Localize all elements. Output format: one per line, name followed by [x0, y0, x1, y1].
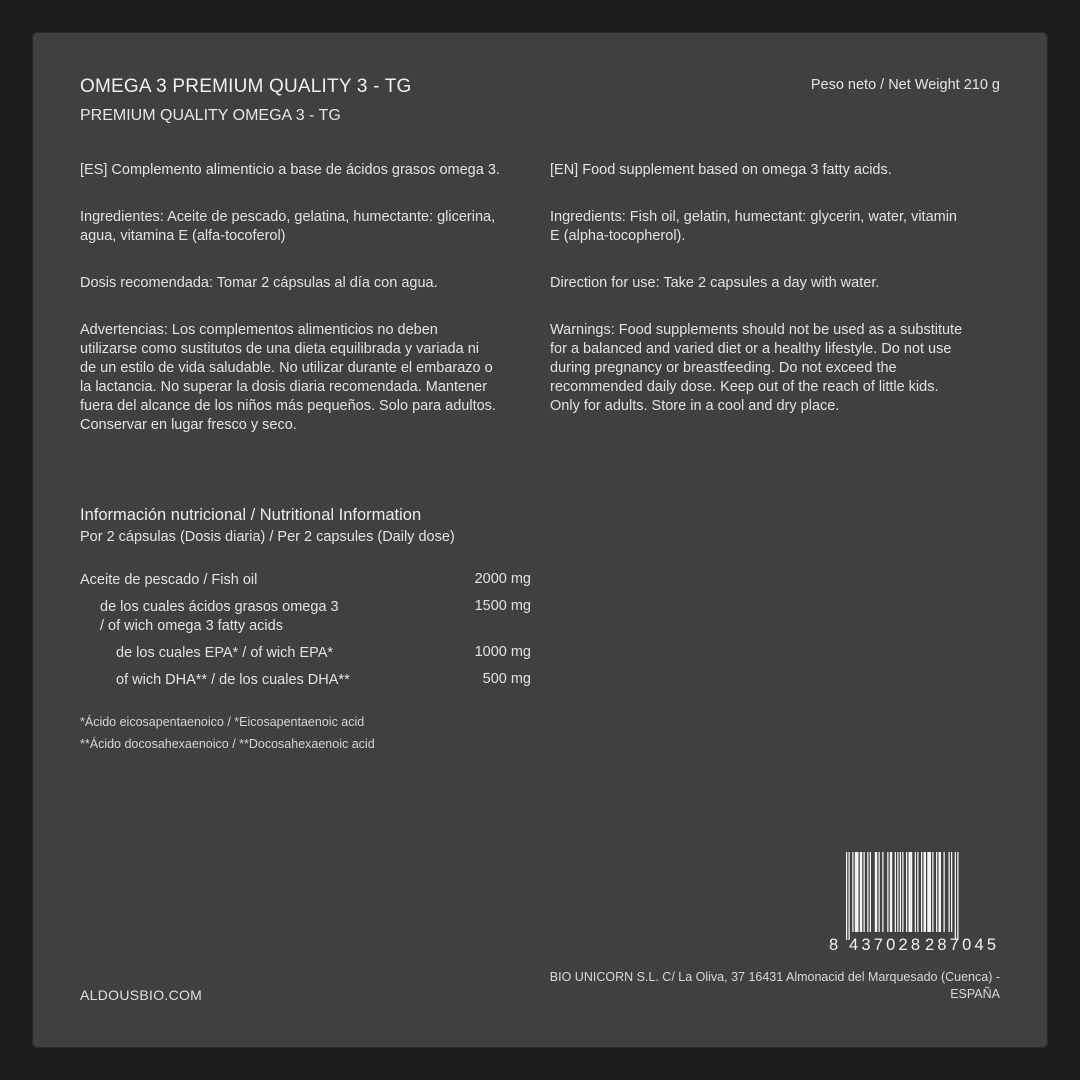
en-warnings-line: for a balanced and varied diet or a healthy lifestyle. Do not use	[550, 341, 952, 357]
barcode-bar	[897, 852, 898, 932]
en-ingredients-line: Ingredients: Fish oil, gelatin, humectant: glycerin, water, vitamin	[550, 209, 957, 225]
barcode-bar	[890, 852, 893, 932]
barcode-bar	[870, 852, 871, 932]
es-warnings-line: Advertencias: Los complementos alimenticios no deben	[80, 322, 438, 338]
barcode	[846, 852, 1002, 940]
nutrition-row-value: 500 mg	[482, 671, 531, 687]
es-dosage: Dosis recomendada: Tomar 2 cápsulas al día con agua.	[80, 275, 438, 291]
nutrition-row-label	[100, 598, 339, 636]
en-warnings-line: recommended daily dose. Keep out of the reach of little kids.	[550, 379, 939, 395]
en-warnings-line: during pregnancy or breastfeeding. Do not exceed the	[550, 360, 897, 376]
net-weight: Peso neto / Net Weight 210 g	[810, 77, 1000, 93]
barcode-bar	[879, 852, 880, 932]
barcode-bar	[900, 852, 901, 932]
nutrition-row-label: de los cuales EPA* / of wich EPA*	[116, 645, 334, 661]
barcode-first-digit: 8	[829, 936, 842, 954]
barcode-bar	[957, 852, 958, 940]
en-warnings	[550, 321, 962, 416]
barcode-bar	[921, 852, 922, 932]
en-dosage: Direction for use: Take 2 capsules a day with water.	[550, 275, 880, 291]
barcode-bar	[909, 852, 913, 932]
es-ingredients-line: agua, vitamina E (alfa-tocoferol)	[80, 228, 286, 244]
en-ingredients-line: E (alpha-tocopherol).	[550, 228, 686, 244]
company-address	[550, 969, 1000, 1003]
es-ingredients-line: Ingredientes: Aceite de pescado, gelatina, humectante: glicerina,	[80, 209, 496, 225]
es-warnings-line: la lactancia. No superar la dosis diaria recomendada. Mantener	[80, 379, 488, 395]
barcode-bar	[867, 852, 868, 932]
nutrition-row-value: 1500 mg	[474, 598, 531, 614]
es-warnings-line: fuera del alcance de los niños más pequeños. Solo para adultos.	[80, 398, 496, 414]
en-warnings-line: Only for adults. Store in a cool and dry place.	[550, 398, 840, 414]
es-warnings-line: Conservar en lugar fresco y seco.	[80, 417, 297, 433]
nutrition-row-value: 2000 mg	[474, 571, 531, 587]
nutrition-subtitle: Por 2 cápsulas (Dosis diaria) / Per 2 capsules (Daily dose)	[80, 529, 455, 545]
website: ALDOUSBIO.COM	[80, 987, 203, 1003]
barcode-bar	[944, 852, 945, 932]
barcode-bar	[951, 852, 952, 932]
es-warnings-line: utilizarse como sustitutos de una dieta equilibrada y variada ni	[80, 341, 479, 357]
barcode-bar	[906, 852, 907, 932]
barcode-right-digits: 287045	[925, 936, 1000, 954]
en-ingredients	[550, 208, 957, 246]
barcode-bar	[875, 852, 878, 932]
label-card	[32, 32, 1048, 1048]
nutrition-row-label-line: / of wich omega 3 fatty acids	[100, 618, 283, 634]
nutrition-row-label: Aceite de pescado / Fish oil	[80, 572, 258, 588]
nutrition-title: Información nutricional / Nutritional Information	[80, 506, 422, 524]
product-subtitle: PREMIUM QUALITY OMEGA 3 - TG	[80, 107, 341, 124]
barcode-bar	[939, 852, 942, 932]
address-line: ESPAÑA	[950, 987, 1000, 1001]
es-warnings	[80, 321, 496, 435]
barcode-bar	[846, 852, 847, 940]
barcode-bar	[882, 852, 883, 932]
address-line: BIO UNICORN S.L. C/ La Oliva, 37 16431 Almonacid del Marquesado (Cuenca) -	[549, 970, 1000, 984]
footnote-epa: *Ácido eicosapentaenoico / *Eicosapentaenoic acid	[80, 715, 365, 729]
barcode-bar	[902, 852, 903, 932]
barcode-bar	[936, 852, 937, 932]
es-description: [ES] Complemento alimenticio a base de ácidos grasos omega 3.	[80, 162, 500, 178]
barcode-bar	[949, 852, 950, 932]
nutrition-row-value: 1000 mg	[474, 644, 531, 660]
barcode-bar	[895, 852, 896, 932]
barcode-bar	[855, 852, 859, 932]
barcode-bar	[864, 852, 865, 932]
barcode-bar	[915, 852, 916, 932]
barcode-bar	[887, 852, 888, 932]
barcode-bar	[927, 852, 931, 932]
barcode-bar	[849, 852, 850, 940]
es-warnings-line: de un estilo de vida saludable. No utilizar durante el embarazo o	[80, 360, 493, 376]
barcode-bar	[932, 852, 933, 932]
barcode-bar	[955, 852, 956, 940]
en-warnings-line: Warnings: Food supplements should not be used as a substitute	[550, 322, 963, 338]
en-description: [EN] Food supplement based on omega 3 fatty acids.	[550, 162, 892, 178]
es-ingredients	[80, 208, 495, 246]
nutrition-row-label: of wich DHA** / de los cuales DHA**	[116, 672, 350, 688]
barcode-left-digits: 437028	[849, 936, 924, 954]
barcode-bar	[917, 852, 918, 932]
barcode-bar	[924, 852, 927, 932]
footnote-dha: **Ácido docosahexaenoico / **Docosahexaenoic acid	[80, 737, 375, 751]
product-title: OMEGA 3 PREMIUM QUALITY 3 - TG	[80, 76, 412, 97]
barcode-bar	[860, 852, 863, 932]
nutrition-row-label-line: de los cuales ácidos grasos omega 3	[100, 599, 339, 615]
barcode-bar	[852, 852, 853, 932]
